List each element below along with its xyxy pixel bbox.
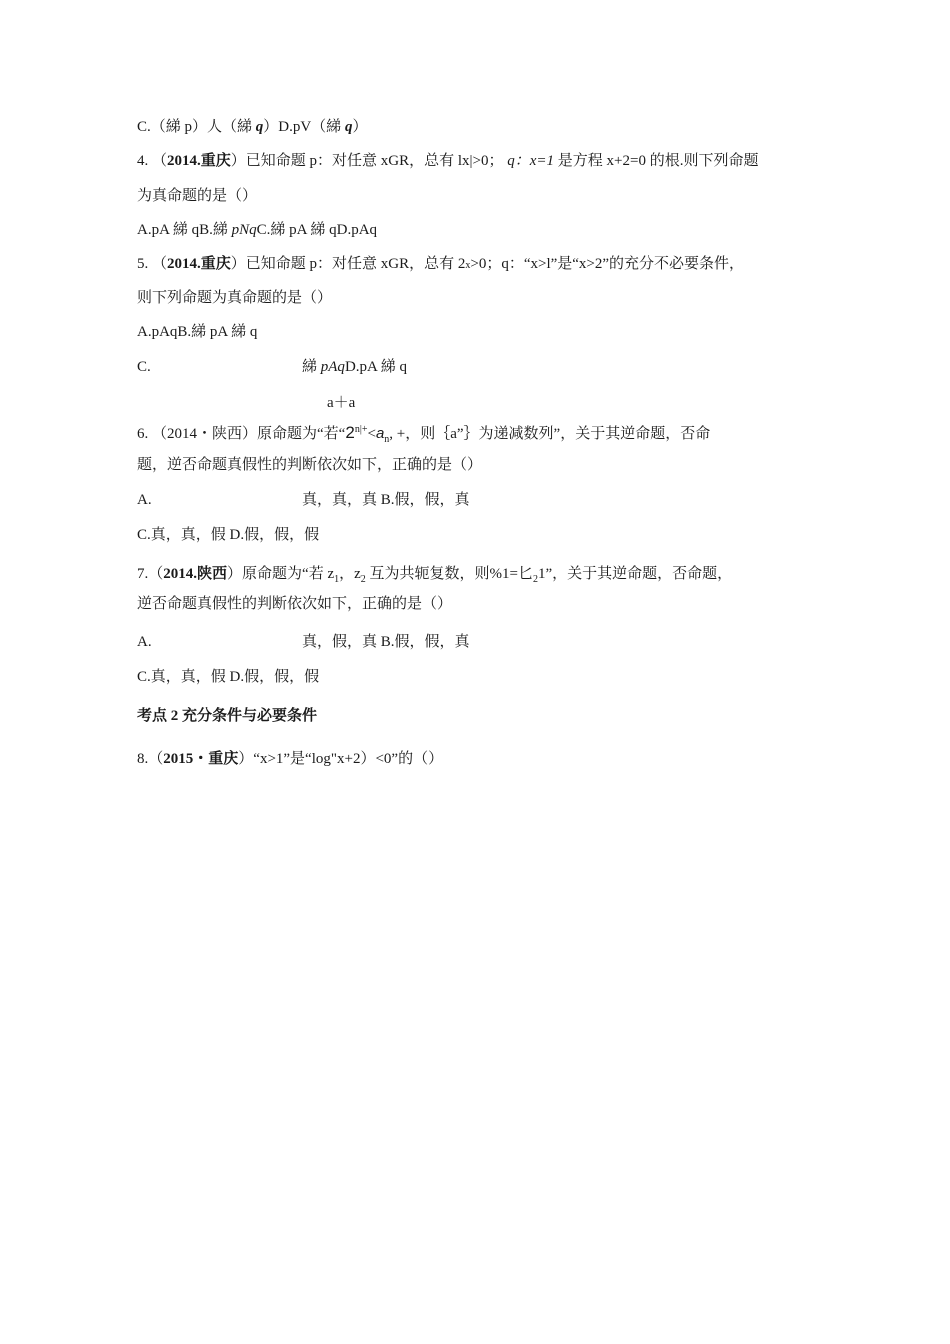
- text-span: 1”，关于其逆命题，否命题，: [538, 566, 733, 582]
- text-span: q: [255, 119, 264, 135]
- text-span: 是方程 x+2=0 的根.则下列命题: [554, 153, 759, 169]
- question-4-stem-line2: 为真命题的是（）: [137, 188, 258, 204]
- question-7-options-ab: 真，假，真 B.假，假，真: [302, 634, 470, 650]
- text-span: C.（綈 p）人（綈: [137, 119, 253, 135]
- question-8-stem: [137, 749, 443, 769]
- question-6-stem: [137, 420, 710, 450]
- text-span: q: [344, 119, 353, 135]
- subscript: 2: [533, 574, 538, 585]
- text-span: ）: [352, 119, 368, 135]
- question-number: 7.（: [137, 566, 164, 582]
- text-span: ）已知命题 p：对任意 xGR，总有 2: [230, 256, 466, 272]
- question-7-option-a-label: A.: [137, 634, 152, 650]
- text-span: A.pA 綈 qB.綈: [137, 222, 228, 238]
- text-span: ）已知命题 p：对任意 xGR，总有 lx|>0；: [230, 153, 504, 169]
- text-span: “: [338, 426, 346, 442]
- text-span: pNq: [231, 222, 257, 238]
- formula-a: a: [375, 425, 385, 442]
- subscript: n: [384, 434, 390, 445]
- question-5-stem: [137, 254, 744, 276]
- question-6-stem-line2: 题，逆否命题真假性的判断依次如下，正确的是（）: [137, 457, 483, 473]
- question-4-options: [137, 220, 377, 240]
- text-span: x=1: [529, 153, 555, 169]
- source-tag: 2014.重庆: [167, 153, 231, 169]
- subscript: 1: [334, 574, 340, 585]
- question-7-stem-line2: 逆否命题真假性的判断依次如下，正确的是（）: [137, 596, 453, 612]
- text-span: >0；q：“x>l”是“x>2”的充分不必要条件，: [470, 256, 745, 272]
- text-span: D.pA 綈 q: [344, 359, 408, 375]
- text-span: ）原命题为“若 z: [227, 566, 335, 582]
- text-span: q：: [507, 153, 530, 169]
- superscript: n|+: [354, 424, 368, 435]
- question-number: 8.（: [137, 751, 164, 767]
- question-6-options-ab: 真，真，真 B.假，假，真: [302, 492, 470, 508]
- question-7-stem: [137, 564, 732, 590]
- text-span: ）“x>1”是“log"x+2）<0”的（）: [238, 751, 444, 767]
- question-number: 5. （: [137, 256, 168, 272]
- question-5-stem-line2: 则下列命题为真命题的是（）: [137, 290, 333, 306]
- source-tag: 2014.陕西: [163, 566, 228, 582]
- text-span: ，z: [339, 566, 361, 582]
- text-span: 綈: [302, 359, 318, 375]
- question-6-option-a-label: A.: [137, 492, 152, 508]
- source-tag: 2015・重庆: [163, 751, 239, 767]
- text-span: , +，则｛a”｝为递减数列”，关于其逆命题，否命: [389, 426, 711, 442]
- question-number: 4. （: [137, 153, 168, 169]
- question-5-option-c-label: C.: [137, 359, 151, 375]
- formula-2: 2: [345, 423, 355, 442]
- question-6-options-cd: C.真，真，假 D.假，假，假: [137, 527, 320, 543]
- text-span: ）D.pV（綈: [263, 119, 342, 135]
- text-span: <: [367, 426, 376, 442]
- section-heading: 考点 2 充分条件与必要条件: [137, 708, 318, 724]
- question-7-options-cd: C.真，真，假 D.假，假，假: [137, 669, 320, 685]
- text-span: 互为共轭复数，则%1=匕: [365, 566, 533, 582]
- source-tag: 2014.重庆: [167, 256, 231, 272]
- text-span: pAq: [320, 359, 345, 375]
- question-5-options-ab: A.pAqB.綈 pA 綈 q: [137, 324, 258, 340]
- text-span: C.綈 pA 綈 qD.pAq: [256, 222, 378, 238]
- text-span: 6. （2014・陕西）原命题为“若: [137, 426, 339, 442]
- subscript: x: [465, 260, 471, 271]
- subscript: 2: [360, 574, 366, 585]
- question-5-options-cd: [302, 357, 407, 377]
- formula-fragment: a＋a: [327, 395, 356, 411]
- question-4-stem: [137, 151, 758, 171]
- option-line-cd-q3: [137, 117, 367, 137]
